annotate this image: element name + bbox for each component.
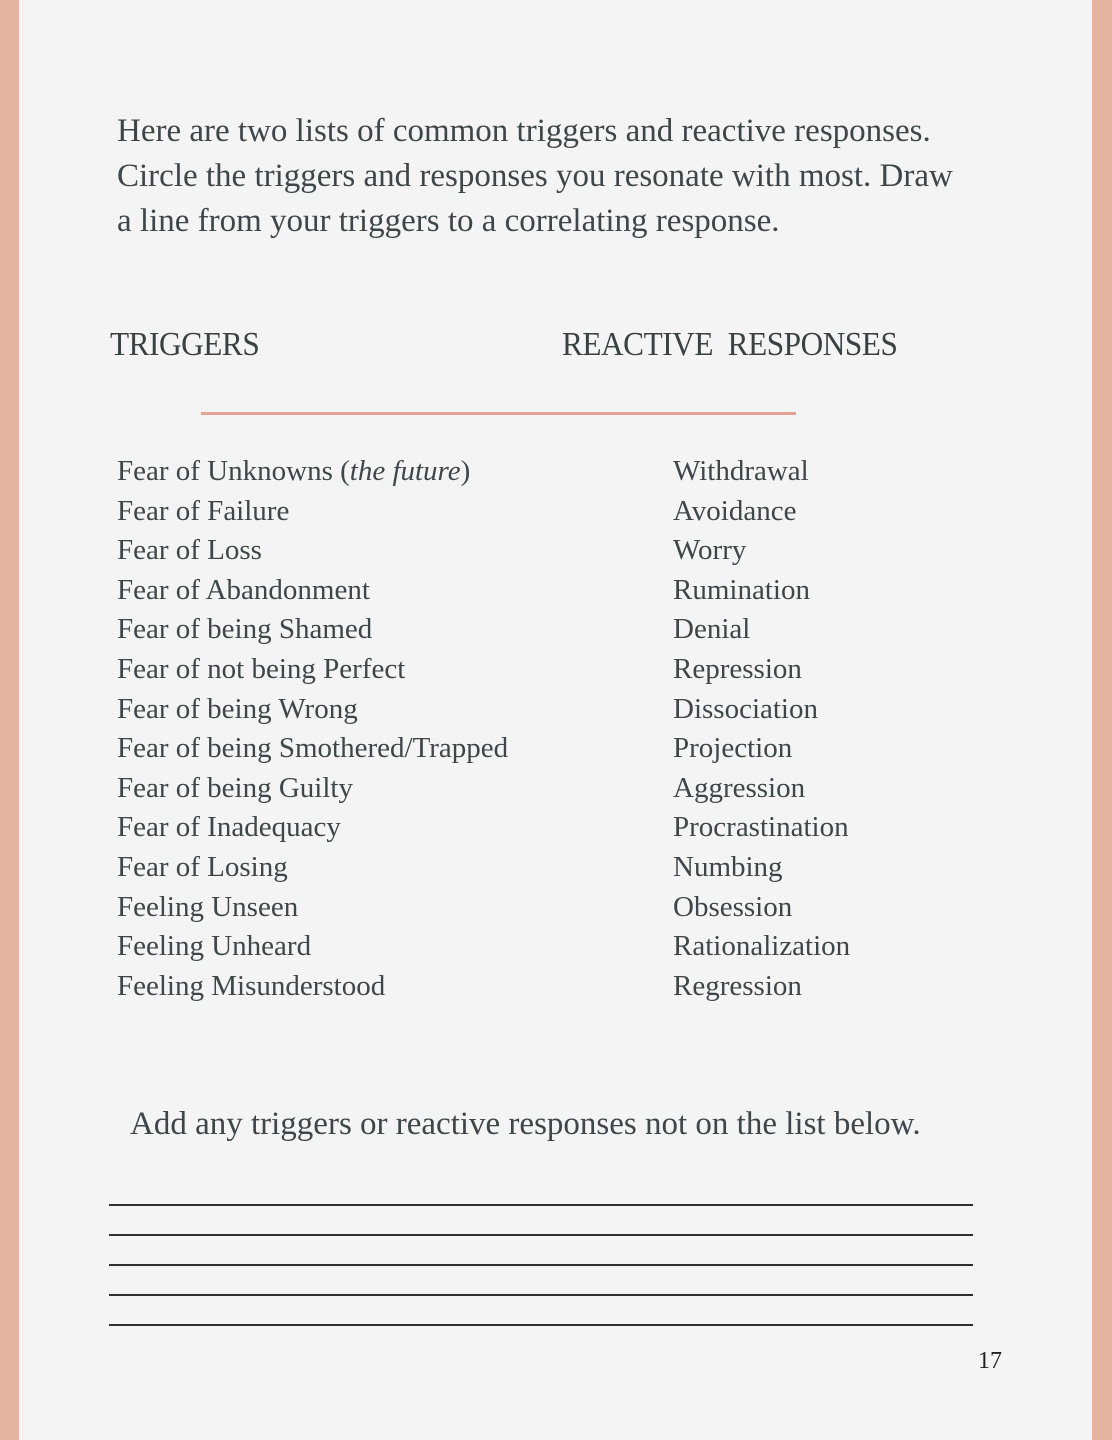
trigger-text: Fear of being Smothered/Trapped [117, 732, 509, 765]
trigger-item[interactable] [117, 690, 508, 730]
page-border-right [1092, 0, 1112, 1440]
page-border-left [0, 0, 19, 1440]
trigger-text: Fear of Failure [117, 494, 290, 527]
instructions-line-1: Here are two lists of common triggers and reactive responses. [117, 113, 931, 149]
trigger-item[interactable] [117, 927, 508, 967]
trigger-text: Fear of Losing [117, 850, 288, 883]
writing-line[interactable] [109, 1234, 973, 1236]
trigger-suffix: ) [460, 455, 471, 487]
trigger-item[interactable] [117, 808, 508, 848]
trigger-text: Fear of Unknowns ( [117, 455, 350, 487]
triggers-heading: TRIGGERS [110, 326, 260, 363]
trigger-text: Fear of not being Perfect [117, 652, 406, 685]
response-item[interactable]: Avoidance [673, 494, 797, 527]
trigger-italic-text: the future [349, 455, 461, 487]
trigger-text: Feeling Misunderstood [117, 969, 386, 1002]
response-item[interactable]: Denial [673, 613, 751, 646]
response-item[interactable]: Aggression [673, 771, 806, 804]
page-number: 17 [978, 1348, 1002, 1374]
trigger-text: Feeling Unseen [117, 890, 299, 923]
response-item[interactable]: Rationalization [673, 930, 851, 963]
response-item[interactable]: Repression [673, 652, 802, 685]
response-item[interactable]: Obsession [673, 890, 793, 923]
trigger-item[interactable] [117, 531, 508, 571]
trigger-item[interactable] [117, 729, 508, 769]
heading-divider [201, 412, 796, 415]
response-item[interactable]: Regression [673, 969, 802, 1002]
trigger-text: Feeling Unheard [117, 930, 312, 963]
trigger-text: Fear of Abandonment [117, 573, 370, 606]
trigger-item[interactable] [117, 769, 508, 809]
trigger-item[interactable] [117, 571, 508, 611]
response-item[interactable]: Rumination [673, 573, 810, 606]
response-item[interactable]: Numbing [673, 850, 783, 883]
response-item[interactable]: Withdrawal [673, 455, 809, 487]
trigger-item[interactable] [117, 650, 508, 690]
response-item[interactable]: Procrastination [673, 811, 849, 844]
triggers-list [117, 452, 508, 1006]
trigger-text: Fear of being Guilty [117, 771, 353, 804]
trigger-item[interactable] [117, 492, 508, 532]
trigger-item[interactable] [117, 888, 508, 928]
writing-line[interactable] [109, 1324, 973, 1326]
trigger-item[interactable] [117, 967, 508, 1007]
instructions-line-3: a line from your triggers to a correlating response. [117, 203, 780, 239]
response-item[interactable]: Dissociation [673, 692, 818, 725]
trigger-text: Fear of Loss [117, 534, 262, 567]
instructions-paragraph [117, 109, 1017, 244]
response-item[interactable]: Worry [673, 534, 747, 567]
writing-line[interactable] [109, 1264, 973, 1266]
reactive-responses-heading: REACTIVE RESPONSES [562, 326, 898, 363]
trigger-text: Fear of being Shamed [117, 613, 373, 646]
instructions-line-2: Circle the triggers and responses you resonate with most. Draw [117, 158, 953, 194]
trigger-item[interactable] [117, 610, 508, 650]
writing-lines[interactable] [109, 1204, 973, 1354]
writing-line[interactable] [109, 1204, 973, 1206]
trigger-text: Fear of Inadequacy [117, 811, 341, 844]
writing-line[interactable] [109, 1294, 973, 1296]
response-item[interactable]: Projection [673, 732, 793, 765]
trigger-item[interactable] [117, 452, 508, 492]
add-note-prompt: Add any triggers or reactive responses not on the list below. [130, 1106, 921, 1142]
reactive-responses-list [673, 452, 850, 1006]
trigger-item[interactable] [117, 848, 508, 888]
trigger-text: Fear of being Wrong [117, 692, 358, 725]
